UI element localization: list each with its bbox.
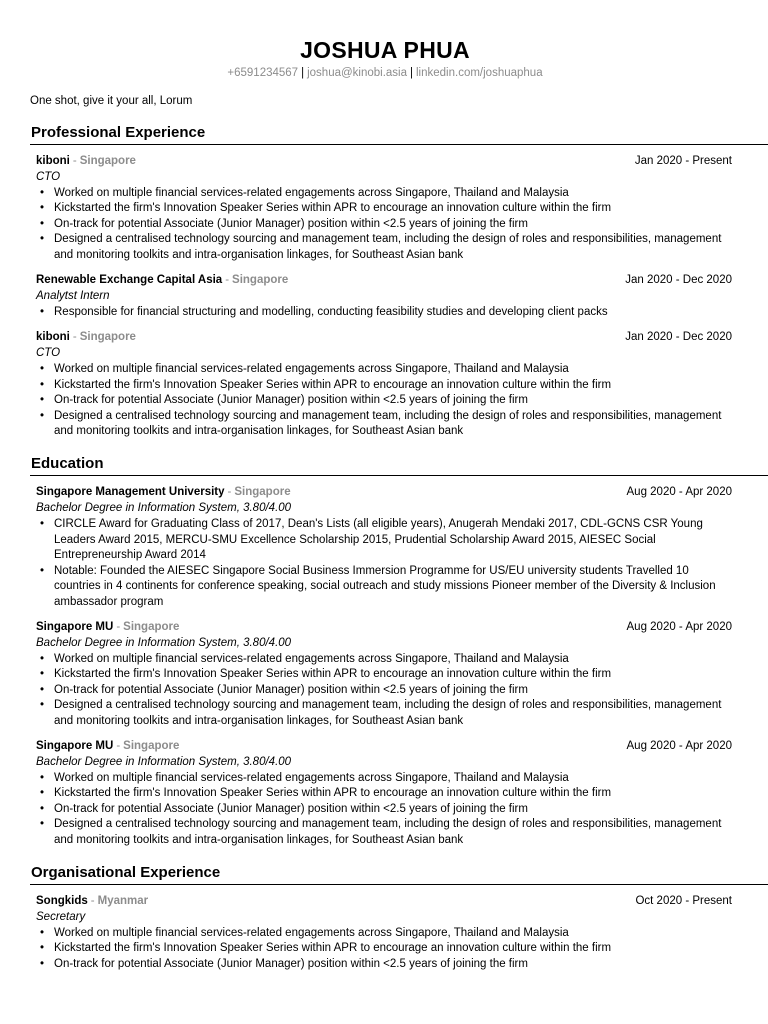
bullet-item: • On-track for potential Associate (Junior Manager) position within <2.5 years of joining the firm [54,957,740,972]
section-title: Education [30,455,768,476]
role-title: Analytst Intern [36,290,110,303]
organisation-name: Singapore Management University [36,486,225,499]
bullet-item: • CIRCLE Award for Graduating Class of 2017, Dean's Lists (all eligible years), Anugerah Mendaki 2017, CDL-GCNS CSR Young Leaders Award 2015, MERCU-SMU Excellence Scholarship 2015, Prudential Scholarship Award 2015, AIESEC Social Entrepreneurship Award 2014 [54,517,740,563]
org-location-dash: - [225,274,230,287]
entry-org-location [36,329,136,345]
candidate-name: JOSHUA PHUA [300,37,470,63]
role-title: Bachelor Degree in Information System, 3.80/4.00 [36,636,292,649]
entry-org-location [36,893,148,909]
email-link[interactable]: joshua@kinobi.asia [307,67,407,79]
linkedin-link[interactable]: linkedin.com/joshuaphua [416,67,543,79]
date-range: Aug 2020 - Apr 2020 [626,620,732,633]
entry-org-location [36,484,291,500]
date-range: Jan 2020 - Dec 2020 [625,274,732,287]
contact-separator: | [410,67,413,79]
bullet-list [36,362,740,439]
role-title: Bachelor Degree in Information System, 3.80/4.00 [36,755,292,768]
date-range: Jan 2020 - Present [634,155,732,167]
org-location-dash: - [227,486,232,499]
organisation-name: Songkids [36,894,88,907]
role-title: Bachelor Degree in Information System, 3.80/4.00 [36,502,292,515]
location: Myanmar [97,894,149,907]
phone-number: +6591234567 [227,67,299,79]
entry-org-location [36,619,179,635]
bullet-list [36,186,740,263]
bullet-list [36,926,740,972]
bullet-list [36,652,740,729]
bullet-item: • Designed a centralised technology sourcing and management team, including the design of roles and responsibilities, management and monitoring toolkits and intra-organisation linkages, for Southeast Asian bank [54,817,740,848]
bullet-item: • Worked on multiple financial services-related engagements across Singapore, Thailand and Malaysia [54,186,740,201]
experience-entry [30,619,740,729]
section-education [30,455,740,848]
section-professional [30,124,740,439]
entry-org-location [36,272,288,288]
bullet-item: • Responsible for financial structuring and modelling, conducting feasibility studies and developing client packs [54,305,740,320]
date-range: Jan 2020 - Dec 2020 [625,331,732,344]
experience-entry [30,484,740,609]
summary-text: One shot, give it your all, Lorum [30,95,193,107]
entry-header [36,153,740,169]
location: Singapore [79,331,136,344]
organisation-name: Singapore MU [36,739,114,752]
bullet-list [36,771,740,848]
location: Singapore [123,620,180,633]
entry-header [36,329,740,345]
bullet-item: • On-track for potential Associate (Junior Manager) position within <2.5 years of joining the firm [54,217,740,232]
experience-entry [30,153,740,263]
org-location-dash: - [90,894,95,907]
contact-separator: | [301,67,305,79]
bullet-item: • Kickstarted the firm's Innovation Speaker Series within APR to encourage an innovation culture within the firm [54,786,740,801]
bullet-item: • Kickstarted the firm's Innovation Speaker Series within APR to encourage an innovation culture within the firm [54,941,740,956]
experience-entry [30,329,740,439]
organisation-name: Singapore MU [36,620,114,633]
bullet-item: • Designed a centralised technology sourcing and management team, including the design of roles and responsibilities, management and monitoring toolkits and intra-organisation linkages, for Southeast Asian bank [54,698,740,729]
bullet-item: • On-track for potential Associate (Junior Manager) position within <2.5 years of joining the firm [54,802,740,817]
bullet-item: • Designed a centralised technology sourcing and management team, including the design of roles and responsibilities, management and monitoring toolkits and intra-organisation linkages, for Southeast Asian bank [54,232,740,263]
location: Singapore [123,739,180,752]
entry-header [36,484,740,500]
entry-header [36,893,740,909]
bullet-item: • Designed a centralised technology sourcing and management team, including the design of roles and responsibilities, management and monitoring toolkits and intra-organisation linkages, for Southeast Asian bank [54,409,740,440]
org-location-dash: - [116,620,121,633]
bullet-item: • On-track for potential Associate (Junior Manager) position within <2.5 years of joining the firm [54,393,740,408]
entry-header [36,272,740,288]
section-title: Professional Experience [30,124,768,145]
location: Singapore [232,274,289,287]
section-organisational [30,864,740,972]
location: Singapore [79,155,136,167]
bullet-item: • Worked on multiple financial services-related engagements across Singapore, Thailand and Malaysia [54,652,740,667]
date-range: Aug 2020 - Apr 2020 [626,739,732,752]
organisation-name: kiboni [36,331,70,344]
experience-entry [30,272,740,320]
entry-org-location [36,153,136,169]
entry-org-location [36,738,179,754]
bullet-item: • Kickstarted the firm's Innovation Speaker Series within APR to encourage an innovation culture within the firm [54,667,740,682]
experience-entry [30,738,740,848]
role-title: CTO [36,171,61,183]
date-range: Oct 2020 - Present [635,894,732,907]
org-location-dash: - [72,331,77,344]
entry-header [36,738,740,754]
role-title: Secretary [36,910,86,923]
organisation-name: Renewable Exchange Capital Asia [36,274,223,287]
organisation-name: kiboni [36,155,70,167]
bullet-list [36,517,740,609]
bullet-item: • Kickstarted the firm's Innovation Speaker Series within APR to encourage an innovation culture within the firm [54,378,740,393]
bullet-item: • Worked on multiple financial services-related engagements across Singapore, Thailand and Malaysia [54,362,740,377]
org-location-dash: - [72,155,77,167]
entry-header [36,619,740,635]
location: Singapore [234,486,291,499]
bullet-item: • Notable: Founded the AIESEC Singapore Social Business Immersion Programme for US/EU university students Travelled 10 countries in 4 continents for conference speaking, social outreach and study missions Pioneer member of the Diversity & Inclusion ambassador program [54,564,740,610]
bullet-item: • Kickstarted the firm's Innovation Speaker Series within APR to encourage an innovation culture within the firm [54,201,740,216]
contact-line [30,66,740,80]
experience-entry [30,893,740,972]
bullet-item: • Worked on multiple financial services-related engagements across Singapore, Thailand and Malaysia [54,926,740,941]
section-title: Organisational Experience [30,864,768,885]
bullet-list [36,305,740,320]
date-range: Aug 2020 - Apr 2020 [626,486,732,499]
bullet-item: • Worked on multiple financial services-related engagements across Singapore, Thailand and Malaysia [54,771,740,786]
bullet-item: • On-track for potential Associate (Junior Manager) position within <2.5 years of joining the firm [54,683,740,698]
role-title: CTO [36,347,61,360]
org-location-dash: - [116,739,121,752]
